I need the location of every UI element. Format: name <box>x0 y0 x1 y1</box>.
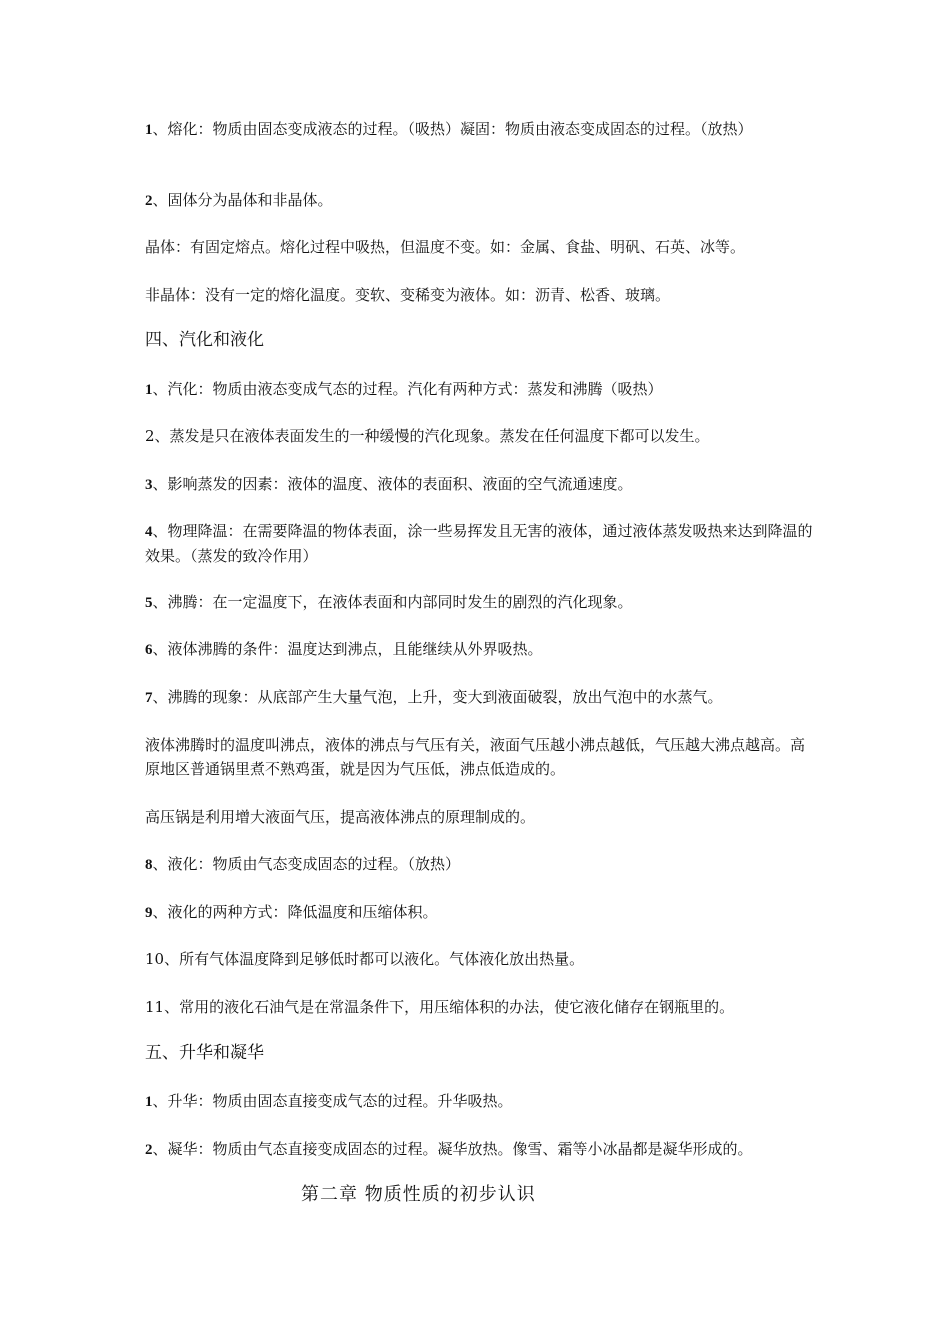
paragraph-lpg: 11、常用的液化石油气是在常温条件下，用压缩体积的办法，使它液化储存在钢瓶里的。 <box>145 998 735 1016</box>
paragraph-vaporization: 1、汽化：物质由液态变成气态的过程。汽化有两种方式：蒸发和沸腾（吸热） <box>145 380 663 398</box>
paragraph-boiling-point: 液体沸腾时的温度叫沸点，液体的沸点与气压有关，液面气压越小沸点越低，气压越大沸点越高。高原地区普通锅里煮不熟鸡蛋，就是因为气压低，沸点低造成的。 <box>145 736 806 778</box>
paragraph-crystal: 晶体：有固定熔点。熔化过程中吸热，但温度不变。如：金属、食盐、明矾、石英、冰等。 <box>145 238 746 256</box>
paragraph-boiling-conditions: 6、液体沸腾的条件：温度达到沸点，且能继续从外界吸热。 <box>145 640 543 658</box>
paragraph-melting: 1、熔化：物质由固态变成液态的过程。（吸热）凝固：物质由液态变成固态的过程。（放热） <box>145 120 753 138</box>
paragraph-evaporation: 2、蒸发是只在液体表面发生的一种缓慢的汽化现象。蒸发在任何温度下都可以发生。 <box>145 427 710 445</box>
chapter-title: 第二章 物质性质的初步认识 <box>301 1184 536 1205</box>
paragraph-pressure-cooker: 高压锅是利用增大液面气压，提高液体沸点的原理制成的。 <box>145 808 536 826</box>
paragraph-boiling-phenomenon: 7、沸腾的现象：从底部产生大量气泡，上升，变大到液面破裂，放出气泡中的水蒸气。 <box>145 688 723 706</box>
paragraph-amorphous: 非晶体：没有一定的熔化温度。变软、变稀变为液体。如：沥青、松香、玻璃。 <box>145 286 671 304</box>
paragraph-gas-liquefaction: 10、所有气体温度降到足够低时都可以液化。气体液化放出热量。 <box>145 950 585 968</box>
paragraph-liquefaction-methods: 9、液化的两种方式：降低温度和压缩体积。 <box>145 903 438 921</box>
section-heading-vaporization: 四、汽化和液化 <box>145 330 264 350</box>
paragraph-solids: 2、固体分为晶体和非晶体。 <box>145 191 333 209</box>
paragraph-boiling: 5、沸腾：在一定温度下，在液体表面和内部同时发生的剧烈的汽化现象。 <box>145 593 633 611</box>
paragraph-sublimation: 1、升华：物质由固态直接变成气态的过程。升华吸热。 <box>145 1092 513 1110</box>
section-heading-sublimation: 五、升华和凝华 <box>145 1043 264 1063</box>
paragraph-liquefaction: 8、液化：物质由气态变成固态的过程。（放热） <box>145 855 461 873</box>
paragraph-physical-cooling: 4、物理降温：在需要降温的物体表面，涂一些易挥发且无害的液体，通过液体蒸发吸热来达到降温的效果。（蒸发的致冷作用） <box>145 522 813 565</box>
paragraph-deposition: 2、凝华：物质由气态直接变成固态的过程。凝华放热。像雪、霜等小冰晶都是凝华形成的。 <box>145 1140 753 1158</box>
paragraph-evaporation-factors: 3、影响蒸发的因素：液体的温度、液体的表面积、液面的空气流通速度。 <box>145 475 633 493</box>
